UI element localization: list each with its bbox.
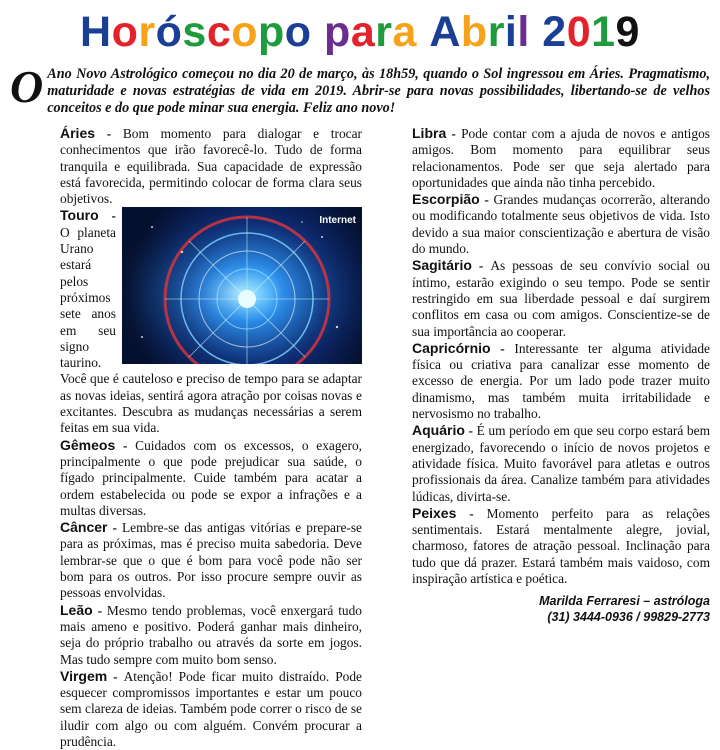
- title-letter: [417, 8, 429, 56]
- title-letter: r: [138, 8, 156, 56]
- zodiac-photo: [122, 207, 362, 364]
- sign-text-escorpiao: Grandes mudanças ocorrerão, alterando ou modificando totalmente seus objetivos de vida. Isto devido a sua maior conscientização e abertura de visão do mundo.: [412, 192, 710, 257]
- sign-libra: Libra - Pode contar com a ajuda de novos e antigos amigos. Bom momento para equilibrar seus relacionamentos. Pode ser que seja alertado para oportunidades que ainda não tinha percebido.: [412, 125, 710, 190]
- sign-text-aquario: É um período em que seu corpo estará bem energizado, favorecendo o início de novos projetos e atividade física. Muito favorável para atletas e outros profissionais da área. Canalize também para atividades lúdicas, divirta-se.: [412, 423, 710, 504]
- sign-text-leao: Mesmo tendo problemas, você enxergará tudo mais ameno e positivo. Poderá ganhar mais dinheiro, seja do próprio trabalho ou através da sorte em jogos. Mas tudo sempre com muito bom senso.: [60, 602, 363, 667]
- title-letter: [530, 8, 542, 56]
- title-letter: 2: [542, 8, 567, 56]
- sign-name-leao: Leão: [60, 601, 93, 618]
- sign-name-cancer: Câncer: [60, 519, 108, 536]
- sign-escorpiao: Escorpião - Grandes mudanças ocorrerão, alterando ou modificando totalmente seus objetivos de vida. Isto devido a sua maior conscientização e abertura de visão do mundo.: [412, 191, 710, 257]
- sign-name-libra: Libra: [412, 125, 447, 141]
- title-letter: l: [517, 8, 530, 56]
- title-letter: p: [324, 8, 351, 56]
- sign-gemeos: Gêmeos - Cuidados com os excessos, o exagero, principalmente o que pode prejudicar sua saúde, o fígado principalmente. Cuide também para acatar a ordem estabelecida ou pode se expor a infrações e a multas diversas.: [60, 436, 362, 518]
- title-letter: A: [429, 8, 461, 56]
- sign-name-touro: Touro: [60, 207, 99, 224]
- intro-dropcap: O: [10, 61, 44, 112]
- sign-name-aquario: Aquário: [412, 422, 465, 439]
- sign-name-virgem: Virgem: [60, 667, 108, 684]
- sign-name-gemeos: Gêmeos: [60, 436, 116, 453]
- title-letter: [312, 8, 324, 56]
- right-column: [374, 125, 710, 625]
- author-name: Marilda Ferraresi – astróloga: [539, 594, 710, 609]
- author-signature: [374, 593, 710, 625]
- title-letter: b: [460, 8, 488, 56]
- title-letter: a: [392, 8, 417, 56]
- sign-cancer: Câncer - Lembre-se das antigas vitórias e prepare-se para as próximas, mas é preciso muita sabedoria. Deve lembrar-se que o que é bom para você pode não ser bom para os outros. Por isso procure sempre ouvir as pessoas envolvidas.: [60, 519, 362, 601]
- title-letter: o: [231, 8, 259, 56]
- sign-text-capricornio: Interessante ter alguma atividade física ou criativa para canalizar esse momento de excesso de energia. Por um lado pode trazer muito dinamismo, mas também muita irritabilidade e nervosismo no trabalho.: [412, 340, 711, 422]
- sign-text-libra: Pode contar com a ajuda de novos e antigos amigos. Bom momento para equilibrar seus relacionamentos. Pode ser que seja alertado para oportunidades que ainda não tinha percebido.: [412, 126, 710, 190]
- title-letter: H: [80, 8, 112, 56]
- title-letter: 9: [615, 8, 640, 56]
- title-letter: ó: [155, 8, 183, 56]
- title-letter: a: [350, 8, 376, 56]
- sign-name-escorpiao: Escorpião: [412, 191, 480, 208]
- title-letter: o: [284, 8, 312, 56]
- intro-paragraph: [10, 61, 710, 117]
- title-letter: 0: [566, 8, 592, 56]
- title-letter: c: [206, 8, 232, 56]
- sign-text-virgem: Atenção! Pode ficar muito distraído. Pode esquecer compromissos importantes e estar um pouco sem clareza de ideias. Também pode correr o risco de se iludir com algo ou com alguém. Convém procurar a prudência.: [60, 668, 362, 749]
- sign-virgem: Virgem - Atenção! Pode ficar muito distraído. Pode esquecer compromissos importantes e estar um pouco sem clareza de ideias. Também pode correr o risco de se iludir com algo ou com alguém. Convém procurar a prudência.: [60, 667, 362, 749]
- sign-peixes: Peixes - Momento perfeito para as relações sentimentais. Estará mentalmente alegre, jovial, charmoso, fatores de atração pessoal. Inclinação para tudo que dá prazer. Estará também mais vaidoso, com inspiração artística e poética.: [412, 504, 711, 587]
- sign-leao: Leão - Mesmo tendo problemas, você enxergará tudo mais ameno e positivo. Poderá ganhar mais dinheiro, seja do próprio trabalho ou através da sorte em jogos. Mas tudo sempre com muito bom senso.: [60, 601, 363, 667]
- title-letter: i: [504, 8, 518, 56]
- sign-text-cancer: Lembre-se das antigas vitórias e prepare-se para as próximas, mas é preciso muita sabedoria. Deve lembrar-se que o que é bom para você pode não ser bom para os outros. Por isso procure sempre ouvir as pessoas envolvidas.: [60, 520, 362, 601]
- title-letter: p: [258, 8, 285, 56]
- sign-aquario: Aquário - É um período em que seu corpo estará bem energizado, favorecendo o início de novos projetos e atividade física. Muito favorável para atletas e outros profissionais da área. Canalize também para atividades lúdicas, divirta-se.: [412, 422, 710, 504]
- title-letter: r: [375, 8, 393, 56]
- title-letter: o: [111, 8, 139, 56]
- zodiac-wheel-image: [122, 207, 362, 364]
- sign-name-peixes: Peixes: [412, 504, 457, 521]
- title-letter: r: [487, 8, 505, 56]
- sign-text-peixes: Momento perfeito para as relações sentimentais. Estará mentalmente alegre, jovial, charmoso, fatores de atração pessoal. Inclinação para tudo que dá prazer. Estará também mais vaidoso, com inspiração artística e poética.: [412, 505, 711, 587]
- author-phones: (31) 3444-0936 / 99829-2773: [547, 610, 710, 625]
- sign-name-capricornio: Capricórnio: [412, 339, 491, 356]
- photo-credit: Internet: [319, 215, 356, 227]
- title-letter: 1: [591, 8, 616, 56]
- sign-name-aries: Áries: [60, 125, 96, 141]
- sign-text-aries: Bom momento para dialogar e trocar conhecimentos que irão favorecê-lo. Tudo de forma tranquila e equilibrada. Sua capacidade de expressão está favorecida, permitindo colocar de forma clara seus objetivos.: [60, 126, 363, 207]
- sign-text-touro: O planeta Urano estará pelos próximos sete anos em seu signo taurino. Você que é cauteloso e preciso de tempo para se adaptar as novas ideias, sentirá agora atração por coisas novas e excitantes. Descubra as mudanças necessárias a serem feitas em sua vida.: [60, 224, 362, 436]
- sign-touro: Touro - O planeta Urano estará pelos próximos sete anos em seu signo taurino. Você que é cauteloso e preciso de tempo para se adaptar as novas ideias, sentirá agora atração por coisas novas e excitantes. Descubra as mudanças necessárias a serem feitas em sua vida.: [60, 207, 362, 436]
- left-column: [10, 125, 362, 750]
- sign-capricornio: Capricórnio - Interessante ter alguma atividade física ou criativa para canalizar esse momento de excesso de energia. Por um lado pode trazer muito dinamismo, mas também muita irritabilidade e nervosismo no trabalho.: [412, 339, 711, 422]
- sign-name-sagitario: Sagitário: [412, 257, 472, 274]
- title-letter: s: [182, 8, 207, 56]
- sign-text-sagitario: As pessoas de seu convívio social ou íntimo, estarão exigindo o seu tempo. Pode se sentir restringido em sua liberdade pessoal e daí surgirem conflitos em casa ou com amigos. Conscientize-se de sua importância ao cooperar.: [412, 258, 711, 339]
- intro-text: Ano Novo Astrológico começou no dia 20 de março, às 18h59, quando o Sol ingressou em Áries. Pragmatismo, maturidade e novas estratégias de vida em 2019. Abrir-se para novas possibilidades, libertando-se de velhos conceitos e do que pode minar sua energia. Feliz ano novo!: [47, 66, 710, 116]
- page-title: [0, 6, 720, 58]
- sign-text-gemeos: Cuidados com os excessos, o exagero, principalmente o que pode prejudicar sua saúde, o fígado principalmente. Cuide também para acatar a ordem estabelecida ou pode se expor a infrações e a multas diversas.: [60, 437, 362, 518]
- sign-aries: Áries - Bom momento para dialogar e trocar conhecimentos que irão favorecê-lo. Tudo de forma tranquila e equilibrada. Sua capacidade de expressão está favorecida, permitindo colocar de forma clara seus objetivos.: [60, 125, 363, 207]
- sign-sagitario: Sagitário - As pessoas de seu convívio social ou íntimo, estarão exigindo o seu tempo. Pode se sentir restringido em sua liberdade pessoal e daí surgirem conflitos em casa ou com amigos. Conscientize-se de sua importância ao cooperar.: [412, 257, 711, 339]
